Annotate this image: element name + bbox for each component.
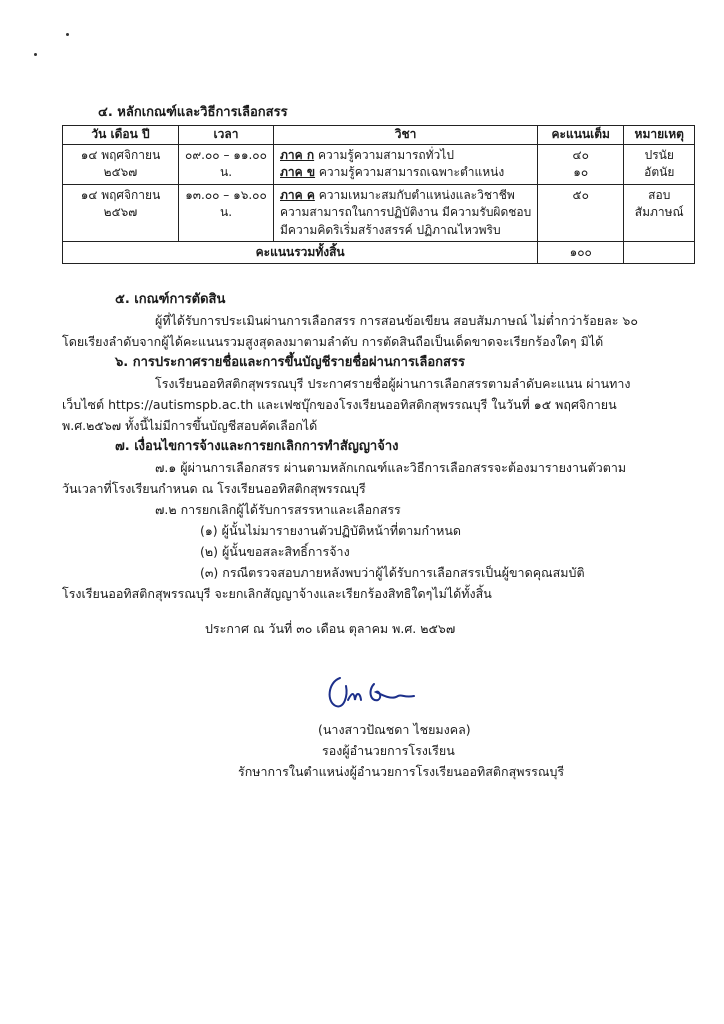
section7-item-line: ๗.๒ การยกเลิกผู้ได้รับการสรรหาและเลือกสรร <box>155 502 401 517</box>
announce-date: ประกาศ ณ วันที่ ๓๐ เดือน ตุลาคม พ.ศ. ๒๕๖๗ <box>205 621 456 636</box>
signature-image <box>318 672 428 716</box>
section5-text-line: โดยเรียงลำดับจากผู้ได้คะแนนรวมสูงสุดลงมาตามลำดับ การตัดสินถือเป็นเด็ดขาดจะเรียกร้องใดๆ มิได้ <box>62 334 604 349</box>
row-subjects: ภาค ค ความเหมาะสมกับตำแหน่งและวิชาชีพ ความสามารถในการปฏิบัติงาน มีความรับผิดชอบ มีความคิดริเริ่มสร้างสรรค์ ปฏิภาณไหวพริบ <box>274 184 538 241</box>
section7-item-line: ๗.๑ ผู้ผ่านการเลือกสรร ผ่านตามหลักเกณฑ์และวิธีการเลือกสรรจะต้องมารายงานตัวตาม <box>155 460 627 475</box>
section6-text-line: โรงเรียนออทิสติกสุพรรณบุรี ประกาศรายชื่อผู้ผ่านการเลือกสรรตามลำดับคะแนน ผ่านทาง <box>155 376 631 391</box>
table-total-row <box>63 241 695 263</box>
section7-subitem: (๑) ผู้นั้นไม่มารายงานตัวปฏิบัติหน้าที่ตามกำหนด <box>200 523 462 538</box>
scan-speck <box>66 33 69 36</box>
row-notes: ปรนัย อัตนัย <box>624 145 695 185</box>
section5-title: ๕. เกณฑ์การตัดสิน <box>115 292 226 307</box>
row-date: ๑๔ พฤศจิกายน ๒๕๖๗ <box>63 145 179 185</box>
section6-text-line: เว็บไซต์ https://autismspb.ac.th และเฟซบุ๊กของโรงเรียนออทิสติกสุพรรณบุรี ในวันที่ ๑๕ พฤศจิกายน <box>62 397 617 412</box>
header-score: คะแนนเต็ม <box>538 126 624 145</box>
signatory-position: รองผู้อำนวยการโรงเรียน <box>322 743 455 758</box>
total-value: ๑๐๐ <box>538 241 624 263</box>
section7-subitem-cont: โรงเรียนออทิสติกสุพรรณบุรี จะยกเลิกสัญญาจ้างและเรียกร้องสิทธิใดๆไม่ได้ทั้งสิ้น <box>62 586 492 601</box>
total-label: คะแนนรวมทั้งสิ้น <box>63 241 538 263</box>
criteria-table <box>62 125 695 264</box>
row-time: ๑๓.๐๐ – ๑๖.๐๐ น. <box>179 184 274 241</box>
section4-title: ๔. หลักเกณฑ์และวิธีการเลือกสรร <box>98 105 288 120</box>
part-label: ภาค ข <box>280 165 316 180</box>
section5-text-line: ผู้ที่ได้รับการประเมินผ่านการเลือกสรร การสอนข้อเขียน สอบสัมภาษณ์ ไม่ต่ำกว่าร้อยละ ๖๐ <box>155 313 638 328</box>
section7-subitem: (๒) ผู้นั้นขอสละสิทธิ์การจ้าง <box>200 544 350 559</box>
header-time: เวลา <box>179 126 274 145</box>
part-label: ภาค ก <box>280 148 315 162</box>
section7-item-line: วันเวลาที่โรงเรียนกำหนด ณ โรงเรียนออทิสติกสุพรรณบุรี <box>62 481 366 496</box>
header-subject: วิชา <box>274 126 538 145</box>
row-notes: สอบ สัมภาษณ์ <box>624 184 695 241</box>
table-row <box>63 184 695 241</box>
part-label: ภาค ค <box>280 187 315 202</box>
table-header-row <box>63 126 695 145</box>
total-note-empty <box>624 241 695 263</box>
section7-title: ๗. เงื่อนไขการจ้างและการยกเลิกการทำสัญญาจ้าง <box>115 439 399 454</box>
row-time: ๐๙.๐๐ – ๑๑.๐๐ น. <box>179 145 274 185</box>
signatory-name: (นางสาวปัณชดา ไชยมงคล) <box>318 722 471 737</box>
scan-speck <box>34 53 37 56</box>
signatory-acting: รักษาการในตำแหน่งผู้อำนวยการโรงเรียนออทิสติกสุพรรณบุรี <box>238 764 565 779</box>
row-date: ๑๔ พฤศจิกายน ๒๕๖๗ <box>63 184 179 241</box>
header-date: วัน เดือน ปี <box>63 126 179 145</box>
section6-text-line: พ.ศ.๒๕๖๗ ทั้งนี้ไม่มีการขึ้นบัญชีสอบคัดเลือกได้ <box>62 418 318 433</box>
section6-title: ๖. การประกาศรายชื่อและการขึ้นบัญชีรายชื่อผ่านการเลือกสรร <box>115 355 465 370</box>
header-note: หมายเหตุ <box>624 126 695 145</box>
section7-subitem: (๓) กรณีตรวจสอบภายหลังพบว่าผู้ได้รับการเลือกสรรเป็นผู้ขาดคุณสมบัติ <box>200 565 585 580</box>
row-scores: ๕๐ <box>538 184 624 241</box>
row-scores: ๔๐ ๑๐ <box>538 145 624 185</box>
table-row <box>63 145 695 185</box>
row-subjects: ภาค ก ความรู้ความสามารถทั่วไป ภาค ข ความรู้ความสามารถเฉพาะตำแหน่ง <box>274 145 538 185</box>
